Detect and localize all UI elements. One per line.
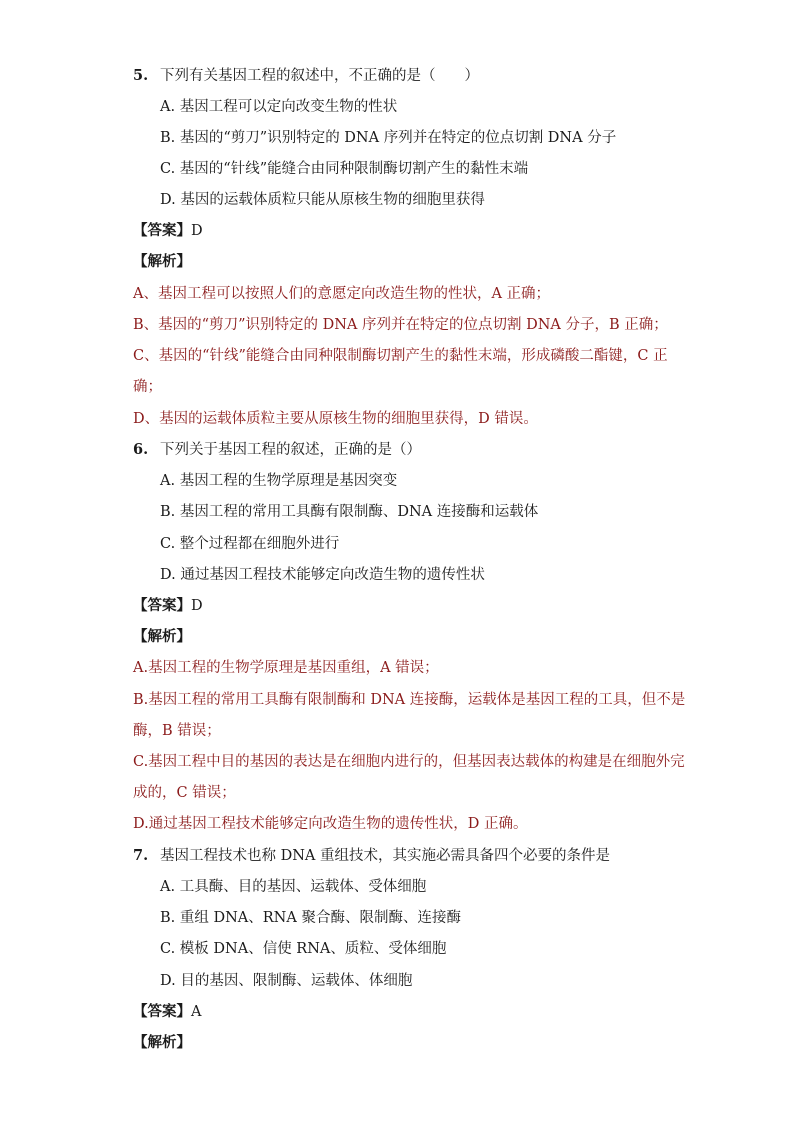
- option-a: A. 工具酶、目的基因、运载体、受体细胞: [160, 879, 427, 895]
- answer-line: [133, 596, 203, 616]
- analysis-line: 酶，B 错误；: [133, 723, 221, 739]
- option-a: A. 基因工程可以定向改变生物的性状: [160, 99, 398, 115]
- question-number: 6.: [133, 441, 149, 458]
- answer-line: [133, 1002, 201, 1022]
- option-b: B. 基因工程的常用工具酶有限制酶、DNA 连接酶和运载体: [160, 504, 539, 520]
- analysis-tag: 【解析】: [133, 628, 191, 645]
- option-c: C. 整个过程都在细胞外进行: [160, 536, 340, 552]
- question-stem: 下列有关基因工程的叙述中，不正确的是（ ）: [160, 68, 479, 84]
- answer-value: D: [191, 598, 203, 614]
- answer-value: A: [191, 1004, 202, 1020]
- option-d: D. 基因的运载体质粒只能从原核生物的细胞里获得: [160, 192, 485, 208]
- question-stem: 下列关于基因工程的叙述，正确的是（）: [160, 442, 421, 458]
- question-number: 5.: [133, 67, 149, 84]
- analysis-line: B、基因的“剪刀”识别特定的 DNA 序列并在特定的位点切割 DNA 分子，B 正确；: [133, 317, 668, 333]
- analysis-line: A、基因工程可以按照人们的意愿定向改造生物的性状，A 正确；: [133, 286, 551, 302]
- option-a: A. 基因工程的生物学原理是基因突变: [160, 473, 398, 489]
- analysis-line: 确；: [133, 379, 162, 395]
- option-d: D. 通过基因工程技术能够定向改造生物的遗传性状: [160, 567, 485, 583]
- answer-tag: 【答案】: [133, 597, 191, 614]
- option-d: D. 目的基因、限制酶、运载体、体细胞: [160, 973, 413, 989]
- analysis-tag: 【解析】: [133, 1034, 191, 1051]
- analysis-line: D.通过基因工程技术能够定向改造生物的遗传性状，D 正确。: [133, 816, 528, 832]
- option-b: B. 基因的“剪刀”识别特定的 DNA 序列并在特定的位点切割 DNA 分子: [160, 130, 617, 146]
- answer-line: [133, 221, 203, 241]
- option-b: B. 重组 DNA、RNA 聚合酶、限制酶、连接酶: [160, 910, 461, 926]
- answer-tag: 【答案】: [133, 1003, 191, 1020]
- answer-value: D: [191, 223, 203, 239]
- analysis-line: A.基因工程的生物学原理是基因重组，A 错误；: [133, 660, 439, 676]
- analysis-tag: 【解析】: [133, 253, 191, 270]
- analysis-line: 成的，C 错误；: [133, 785, 236, 801]
- question-stem: 基因工程技术也称 DNA 重组技术，其实施必需具备四个必要的条件是: [160, 848, 611, 864]
- analysis-line: C.基因工程中目的基因的表达是在细胞内进行的，但基因表达载体的构建是在细胞外完: [133, 754, 685, 770]
- analysis-line: C、基因的“针线”能缝合由同种限制酶切割产生的黏性末端，形成磷酸二酯键，C 正: [133, 348, 668, 364]
- analysis-line: D、基因的运载体质粒主要从原核生物的细胞里获得，D 错误。: [133, 411, 538, 427]
- question-number: 7.: [133, 847, 149, 864]
- option-c: C. 模板 DNA、信使 RNA、质粒、受体细胞: [160, 941, 447, 957]
- answer-tag: 【答案】: [133, 222, 191, 239]
- analysis-line: B.基因工程的常用工具酶有限制酶和 DNA 连接酶，运载体是基因工程的工具，但不是: [133, 692, 686, 708]
- option-c: C. 基因的“针线”能缝合由同种限制酶切割产生的黏性末端: [160, 161, 529, 177]
